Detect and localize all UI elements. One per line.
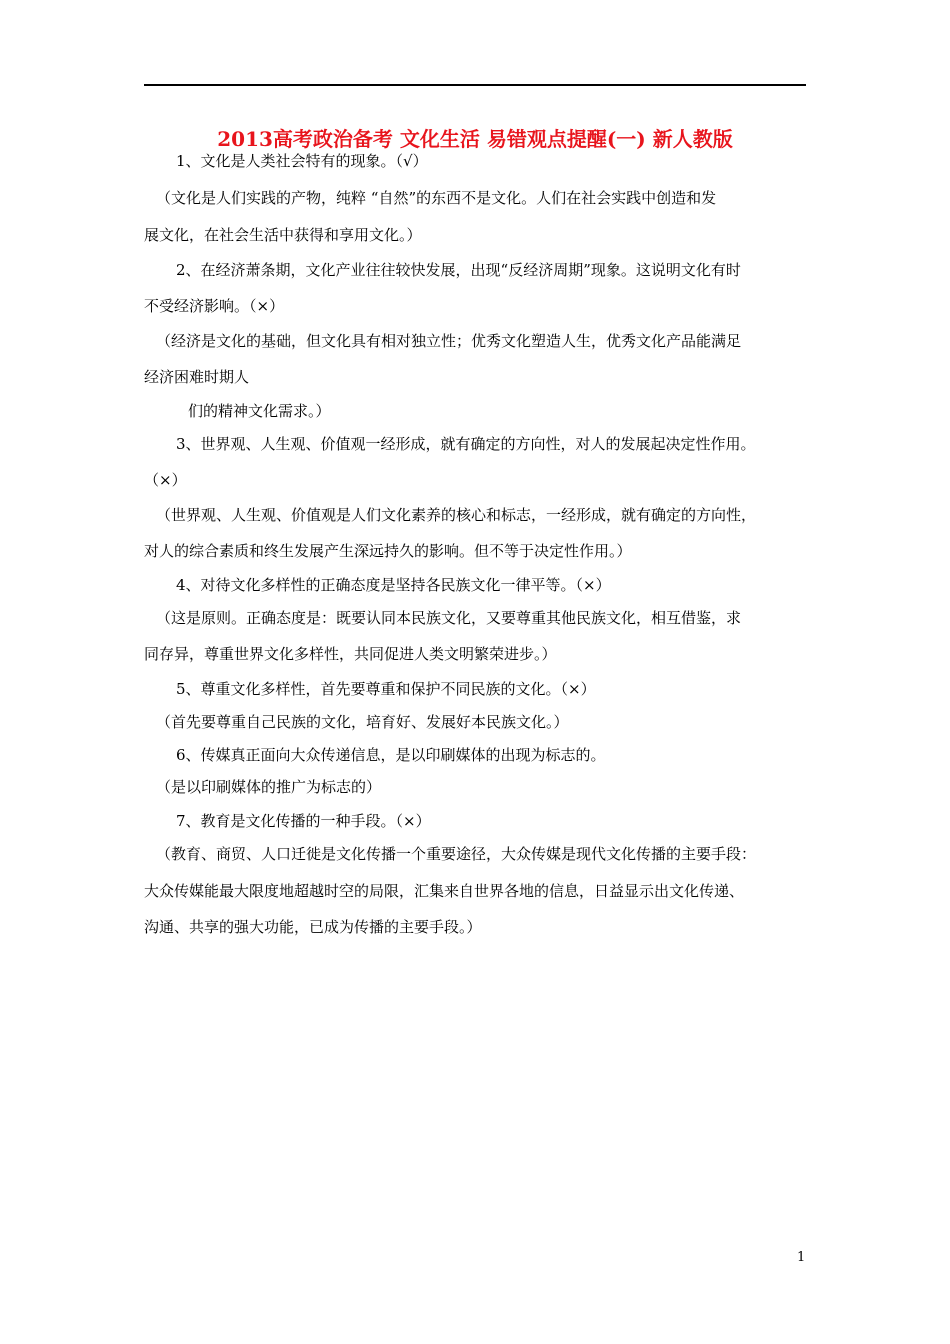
text-line: 沟通、共享的强大功能，已成为传播的主要手段。） (144, 918, 482, 936)
text-line: （世界观、人生观、价值观是人们文化素养的核心和标志，一经形成，就有确定的方向性， (156, 506, 757, 524)
text-line: 5、尊重文化多样性，首先要尊重和保护不同民族的文化。（×） (176, 680, 596, 698)
text-line: 们的精神文化需求。） (188, 402, 331, 420)
header-rule (144, 84, 806, 86)
text-line: 1、文化是人类社会特有的现象。（√） (176, 152, 428, 170)
text-line: 7、教育是文化传播的一种手段。（×） (176, 812, 431, 830)
text-line: 2、在经济萧条期，文化产业往往较快发展，出现“反经济周期”现象。这说明文化有时 (176, 261, 741, 279)
text-line: （经济是文化的基础，但文化具有相对独立性；优秀文化塑造人生，优秀文化产品能满足 (156, 332, 742, 350)
text-line: 3、世界观、人生观、价值观一经形成，就有确定的方向性，对人的发展起决定性作用。 (176, 435, 756, 453)
text-line: （×） (144, 471, 187, 489)
text-line: 经济困难时期人 (144, 368, 250, 386)
text-line: （是以印刷媒体的推广为标志的） (156, 778, 382, 796)
text-line: 同存异，尊重世界文化多样性，共同促进人类文明繁荣进步。） (144, 645, 557, 663)
text-line: 展文化，在社会生活中获得和享用文化。） (144, 226, 422, 244)
text-line: 对人的综合素质和终生发展产生深远持久的影响。但不等于决定性作用。） (144, 542, 632, 560)
text-line: （首先要尊重自己民族的文化，培育好、发展好本民族文化。） (156, 713, 569, 731)
text-line: 不受经济影响。（×） (144, 297, 285, 315)
text-line: 4、对待文化多样性的正确态度是坚持各民族文化一律平等。（×） (176, 576, 611, 594)
text-line: 6、传媒真正面向大众传递信息，是以印刷媒体的出现为标志的。 (176, 746, 606, 764)
text-line: （文化是人们实践的产物，纯粹 “自然”的东西不是文化。人们在社会实践中创造和发 (156, 189, 717, 207)
text-line: （这是原则。正确态度是：既要认同本民族文化，又要尊重其他民族文化，相互借鉴，求 (156, 609, 742, 627)
text-line: 大众传媒能最大限度地超越时空的局限，汇集来自世界各地的信息，日益显示出文化传递、 (144, 882, 745, 900)
page-number: 1 (797, 1250, 806, 1265)
text-line: （教育、商贸、人口迁徙是文化传播一个重要途径，大众传媒是现代文化传播的主要手段： (156, 845, 757, 863)
document-title: 2013高考政治备考 文化生活 易错观点提醒(一) 新人教版 (217, 127, 733, 151)
